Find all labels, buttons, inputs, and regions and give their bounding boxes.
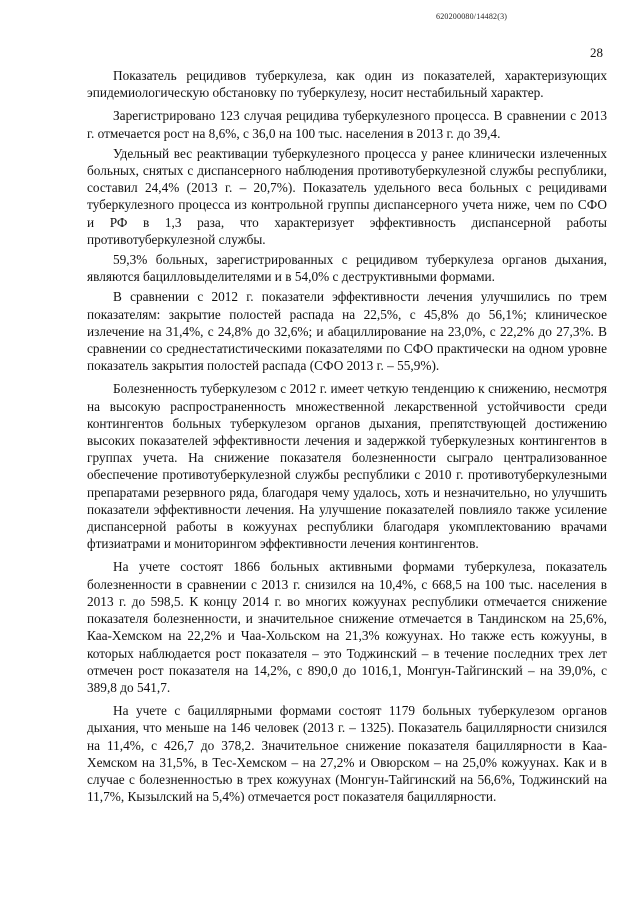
page-number: 28	[590, 45, 603, 60]
document-body	[87, 67, 607, 805]
paragraph-relapse-count: Зарегистрировано 123 случая рецидива туберкулезного процесса. В сравнении с 2013 г. отмечается рост на 8,6%, с 36,0 на 100 тыс. населения в 2013 г. до 39,4.	[87, 108, 607, 141]
paragraph-bacillary-relapse: 59,3% больных, зарегистрированных с рецидивом туберкулеза органов дыхания, являются бацилловыделителями и в 54,0% с деструктивными формами.	[87, 252, 607, 285]
paragraph-reactivation-share: Удельный вес реактивации туберкулезного процесса у ранее клинически излеченных больных, снятых с диспансерного наблюдения противотуберкулезной службы республики, составил 24,4% (2013 г. – 20,7%). Показатель удельного веса больных с рецидивами туберкулезного процесса из контрольной группы диспансерного учета ниже, чем по СФО и РФ в 1,3 раза, что характеризует эффективность диспансерной работы противотуберкулезной службы.	[87, 145, 607, 247]
paragraph-relapse-intro: Показатель рецидивов туберкулеза, как один из показателей, характеризующих эпидемиологическую обстановку по туберкулезу, носит нестабильный характер.	[87, 68, 607, 101]
paragraph-active-forms: На учете состоят 1866 больных активными формами туберкулеза, показатель болезненности в сравнении с 2013 г. снизился на 10,4%, с 668,5 на 100 тыс. населения в 2013 г. до 598,5. К концу 2014 г. во многих кожуунах республики отмечается снижение показателя болезненности, и значительное снижение отмечается в Тандинском на 25,6%, Каа-Хемском на 22,2% и Чаа-Хольском на 21,3% кожуунах. Но также есть кожууны, в которых наблюдается рост показателя – это Тоджинский – в течение последних трех лет отмечен рост показателя на 14,2%, с 890,0 до 1016,1, Монгун-Тайгинский – на 39,0%, с 389,8 до 541,7.	[87, 559, 607, 695]
paragraph-morbidity-trend: Болезненность туберкулезом с 2012 г. имеет четкую тенденцию к снижению, несмотря на высокую распространенность множественной лекарственной устойчивости среди контингентов больных туберкулезом органов дыхания, препятствующей достижению высоких показателей эффективности лечения и задержкой туберкулезных контингентов в группах учета. На снижение показателя болезненности сыграло централизованное обеспечение противотуберкулезной службы республики с 2010 г. противотуберкулезными препаратами резервного ряда, благодаря чему удалось, хоть и незначительно, но улучшить показатели эффективности лечения. На улучшение показателей повлияло также усиление диспансерной работы в кожуунах республики благодаря укомплектованию врачами фтизиатрами и мониторингом эффективности лечения контингентов.	[87, 381, 607, 552]
paragraph-bacillary-forms: На учете с бациллярными формами состоят 1179 больных туберкулезом органов дыхания, что меньше на 146 человек (2013 г. – 1325). Показатель бациллярности снизился на 11,4%, с 426,7 до 378,2. Значительное снижение показателя бациллярности в Каа-Хемском на 31,5%, в Тес-Хемском – на 27,2% и Овюрском – на 25,0% кожуунах. Как и в случае с болезненностью в трех кожуунах (Монгун-Тайгинский на 56,6%, Тоджинский на 11,7%, Кызылский на 5,4%) отмечается рост показателя бациллярности.	[87, 703, 607, 805]
paragraph-treatment-efficiency: В сравнении с 2012 г. показатели эффективности лечения улучшились по трем показателям: закрытие полостей распада на 22,5%, с 45,8% до 56,1%; клиническое излечение на 31,4%, с 24,8% до 32,6%; и абациллирование на 23,0%, с 22,2% до 27,3%. В сравнении со среднестатистическими показателями по СФО практически на одном уровне показатель закрытия полостей распада (СФО 2013 г. – 55,9%).	[87, 289, 607, 374]
document-code: 620200080/14482(3)	[436, 12, 508, 21]
